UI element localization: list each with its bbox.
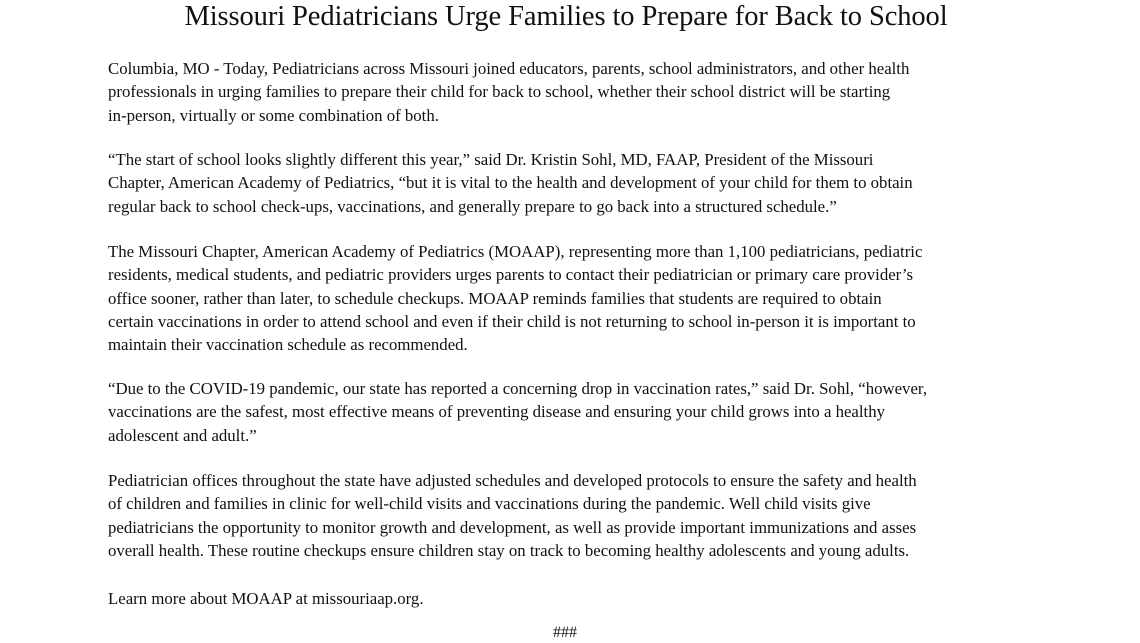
- paragraph-line: adolescent and adult.”: [108, 425, 257, 445]
- paragraph-line: Chapter, American Academy of Pediatrics, “but it is vital to the health and development of your child for them to obtain: [108, 173, 913, 193]
- paragraph-line: Learn more about MOAAP at missouriaap.org.: [108, 589, 424, 608]
- end-mark: ###: [553, 624, 577, 641]
- paragraph-line: office sooner, rather than later, to schedule checkups. MOAAP reminds families that students are required to obtain: [108, 288, 882, 308]
- document-title: Missouri Pediatricians Urge Families to Prepare for Back to School: [184, 1, 948, 32]
- paragraph-line: Columbia, MO - Today, Pediatricians across Missouri joined educators, parents, school administrators, and other health: [108, 59, 910, 78]
- paragraph-line: certain vaccinations in order to attend school and even if their child is not returning to school in-person it is important to: [108, 311, 916, 331]
- paragraph-line: vaccinations are the safest, most effective means of preventing disease and ensuring your child grows into a healthy: [108, 402, 885, 422]
- paragraph-covid-quote: [108, 377, 1038, 447]
- paragraph-line: of children and families in clinic for well-child visits and vaccinations during the pandemic. Well child visits give: [108, 494, 871, 514]
- paragraph-line: “The start of school looks slightly different this year,” said Dr. Kristin Sohl, MD, FAAP, President of the Missouri: [108, 150, 874, 169]
- paragraph-moaap: [108, 240, 1038, 356]
- paragraph-line: regular back to school check-ups, vaccinations, and generally prepare to go back into a structured schedule.”: [108, 196, 837, 216]
- paragraph-line: in-person, virtually or some combination of both.: [108, 105, 439, 125]
- paragraph-line: The Missouri Chapter, American Academy of Pediatrics (MOAAP), representing more than 1,100 pediatricians, pediatric: [108, 242, 923, 261]
- paragraph-line: overall health. These routine checkups ensure children stay on track to becoming healthy adolescents and young adults.: [108, 540, 910, 560]
- paragraph-learn-more: [108, 587, 1038, 610]
- paragraph-line: “Due to the COVID-19 pandemic, our state has reported a concerning drop in vaccination rates,” said Dr. Sohl, “however,: [108, 379, 928, 398]
- paragraph-line: Pediatrician offices throughout the state have adjusted schedules and developed protocols to ensure the safety and health: [108, 471, 917, 490]
- paragraph-quote-sohl: [108, 148, 1038, 218]
- paragraph-intro: [108, 57, 1038, 127]
- paragraph-offices: [108, 469, 1038, 562]
- paragraph-line: pediatricians the opportunity to monitor growth and development, as well as provide important immunizations and asses: [108, 517, 917, 537]
- paragraph-line: residents, medical students, and pediatric providers urges parents to contact their pediatrician or primary care provider’s: [108, 265, 914, 285]
- paragraph-line: professionals in urging families to prepare their child for back to school, whether their school district will be starting: [108, 82, 891, 102]
- paragraph-line: maintain their vaccination schedule as recommended.: [108, 335, 468, 355]
